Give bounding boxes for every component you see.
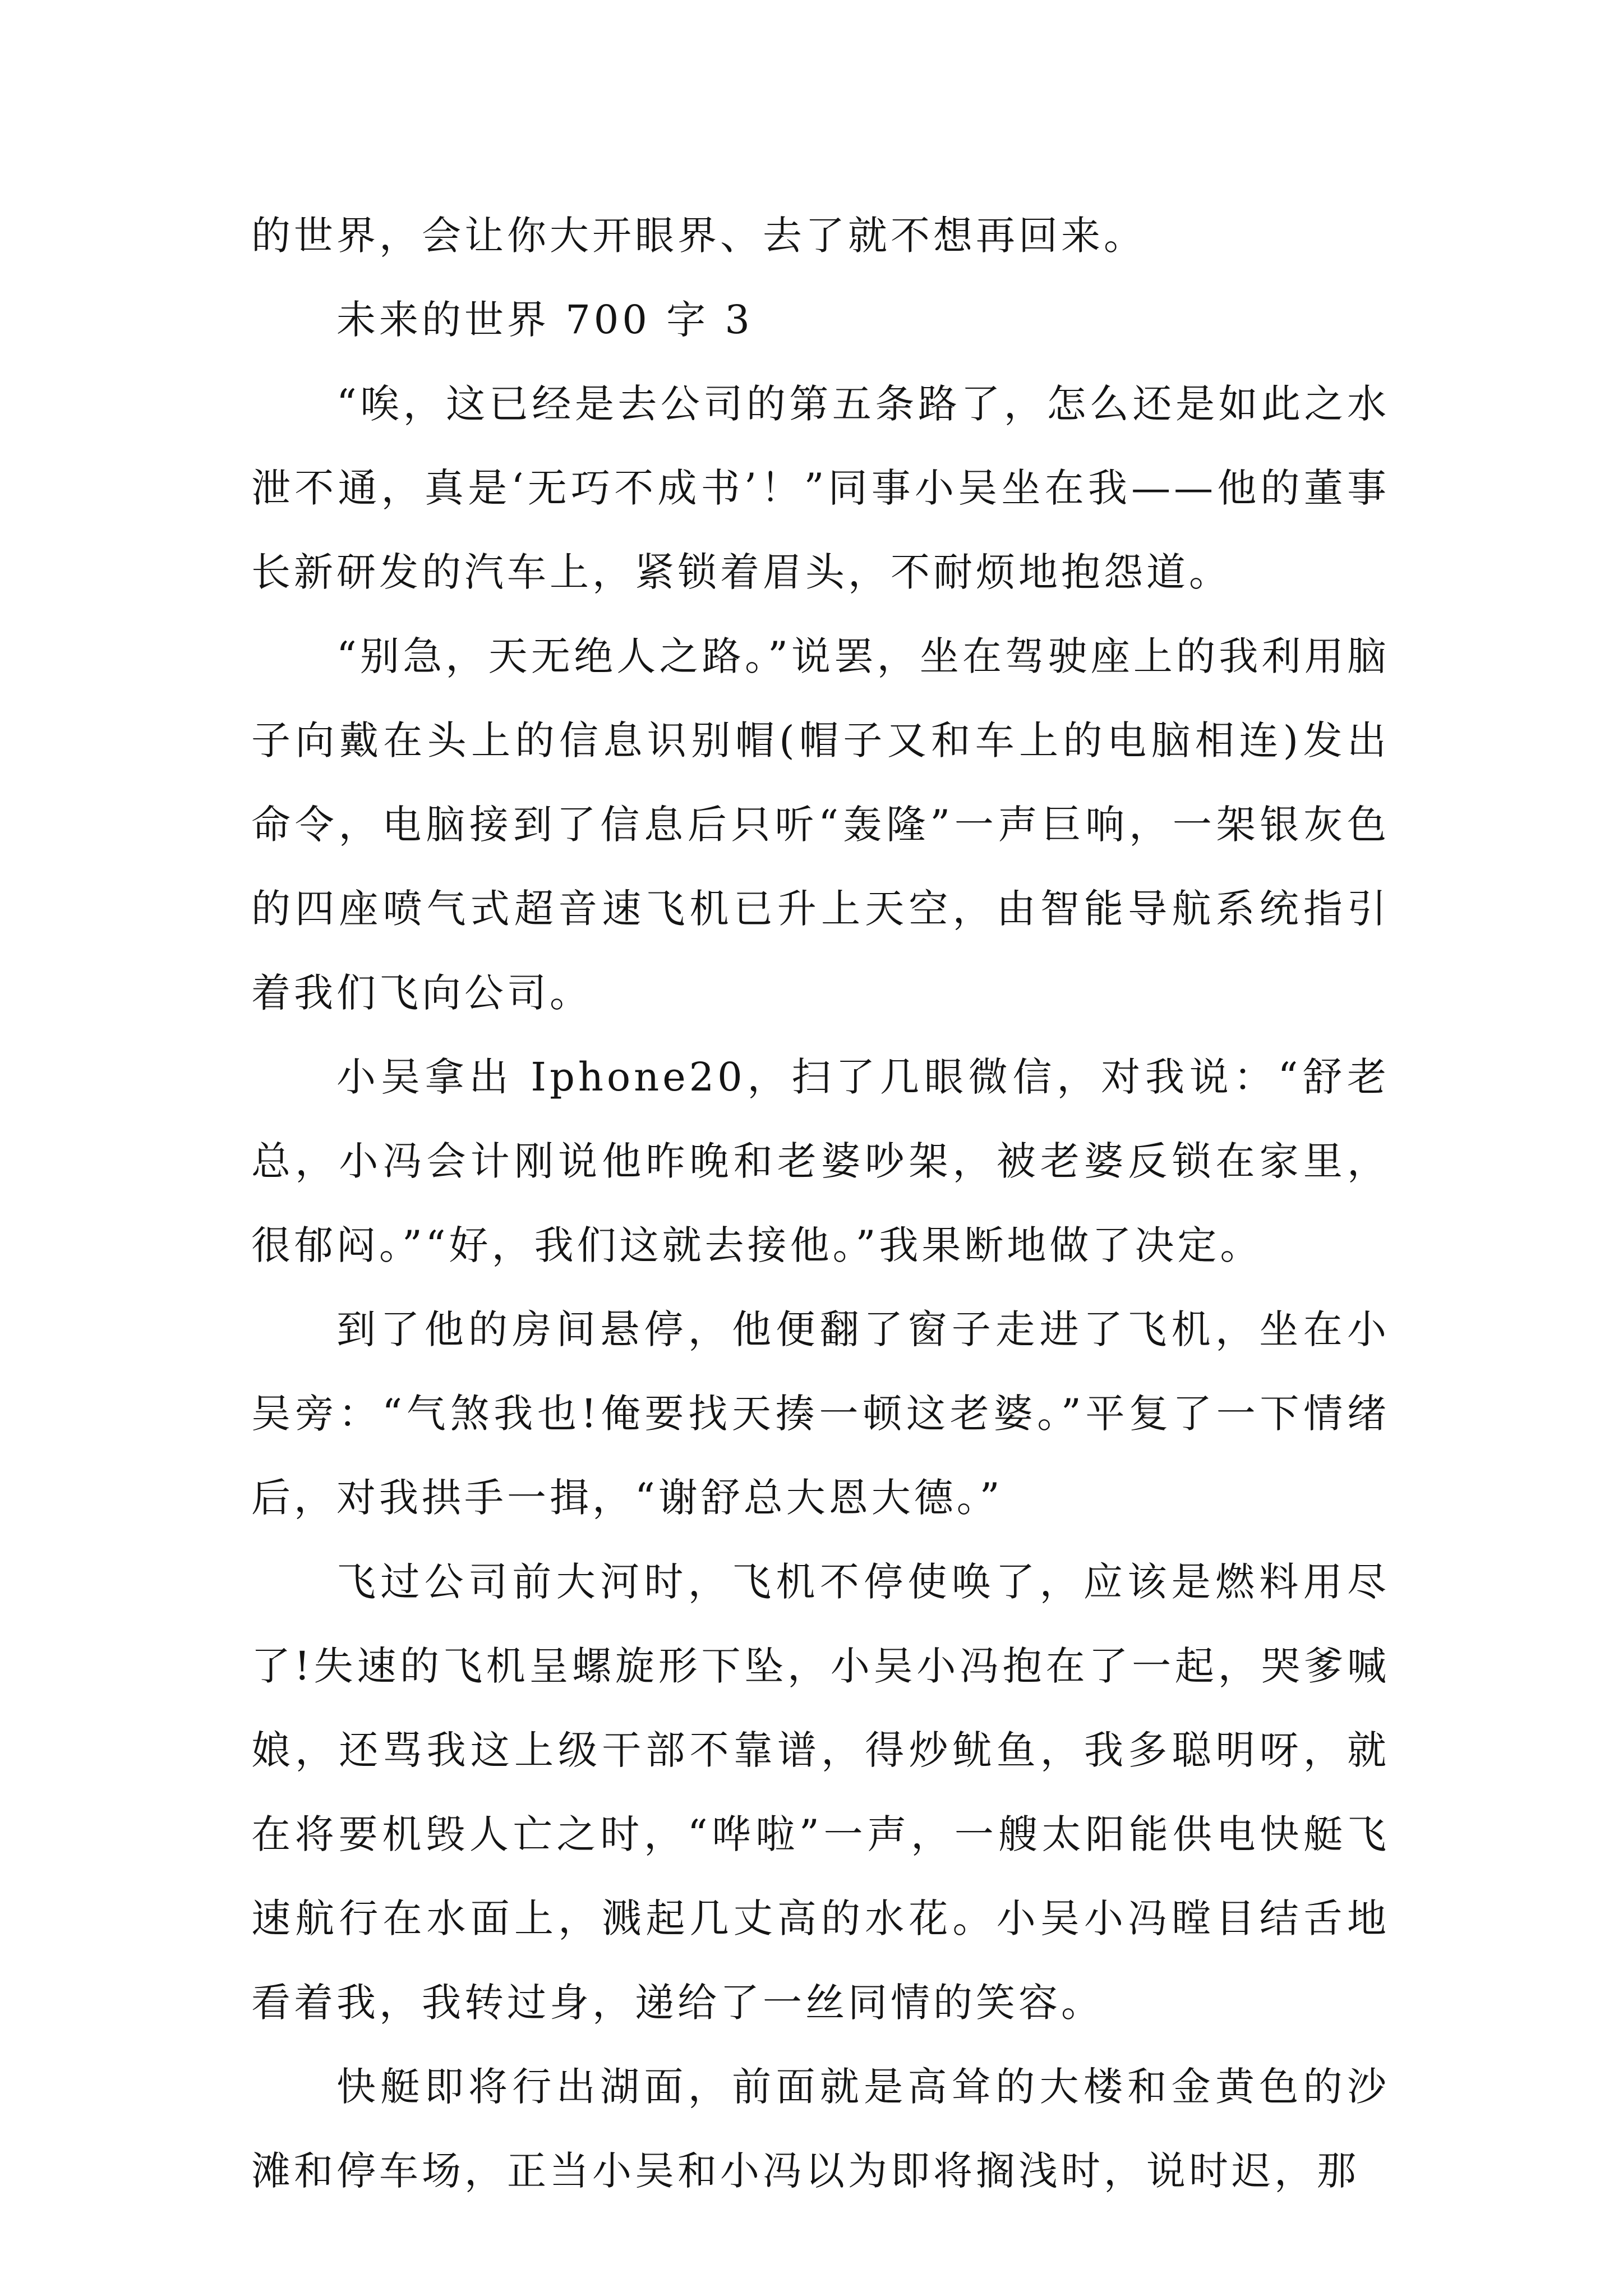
paragraph: 快艇即将行出湖面，前面就是高耸的大楼和金黄色的沙滩和停车场，正当小吴和小冯以为即将搁浅时，说时迟，那	[251, 2064, 1390, 2194]
paragraph: 飞过公司前大河时，飞机不停使唤了，应该是燃料用尽了!失速的飞机呈螺旋形下坠，小吴小冯抱在了一起，哭爹喊娘，还骂我这上级干部不靠谱，得炒鱿鱼，我多聪明呀，就在将要机毁人亡之时，“哗啦”一声，一艘太阳能供电快艇飞速航行在水面上，溅起几丈高的水花。小吴小冯瞠目结舌地看着我，我转过身，递给了一丝同情的笑容。	[251, 1559, 1390, 2026]
paragraph: 小吴拿出 Iphone20，扫了几眼微信，对我说：“舒老总，小冯会计刚说他昨晚和老婆吵架，被老婆反锁在家里，很郁闷。”“好，我们这就去接他。”我果断地做了决定。	[251, 1054, 1390, 1268]
paragraph: “唉，这已经是去公司的第五条路了，怎么还是如此之水泄不通，真是‘无巧不成书’！”同事小吴坐在我——他的董事长新研发的汽车上，紧锁着眉头，不耐烦地抱怨道。	[251, 381, 1390, 595]
paragraph: “别急，天无绝人之路。”说罢，坐在驾驶座上的我利用脑子向戴在头上的信息识别帽(帽子又和车上的电脑相连)发出命令，电脑接到了信息后只听“轰隆”一声巨响，一架银灰色的四座喷气式超音速飞机已升上天空，由智能导航系统指引着我们飞向公司。	[251, 633, 1390, 1016]
document-body	[251, 194, 1390, 2213]
paragraph: 到了他的房间悬停，他便翻了窗子走进了飞机，坐在小吴旁：“气煞我也!俺要找天揍一顿这老婆。”平复了一下情绪后，对我拱手一揖，“谢舒总大恩大德。”	[251, 1306, 1390, 1521]
section-heading: 未来的世界 700 字 3	[336, 297, 753, 343]
paragraph-continuation: 的世界，会让你大开眼界、去了就不想再回来。	[251, 213, 1146, 259]
